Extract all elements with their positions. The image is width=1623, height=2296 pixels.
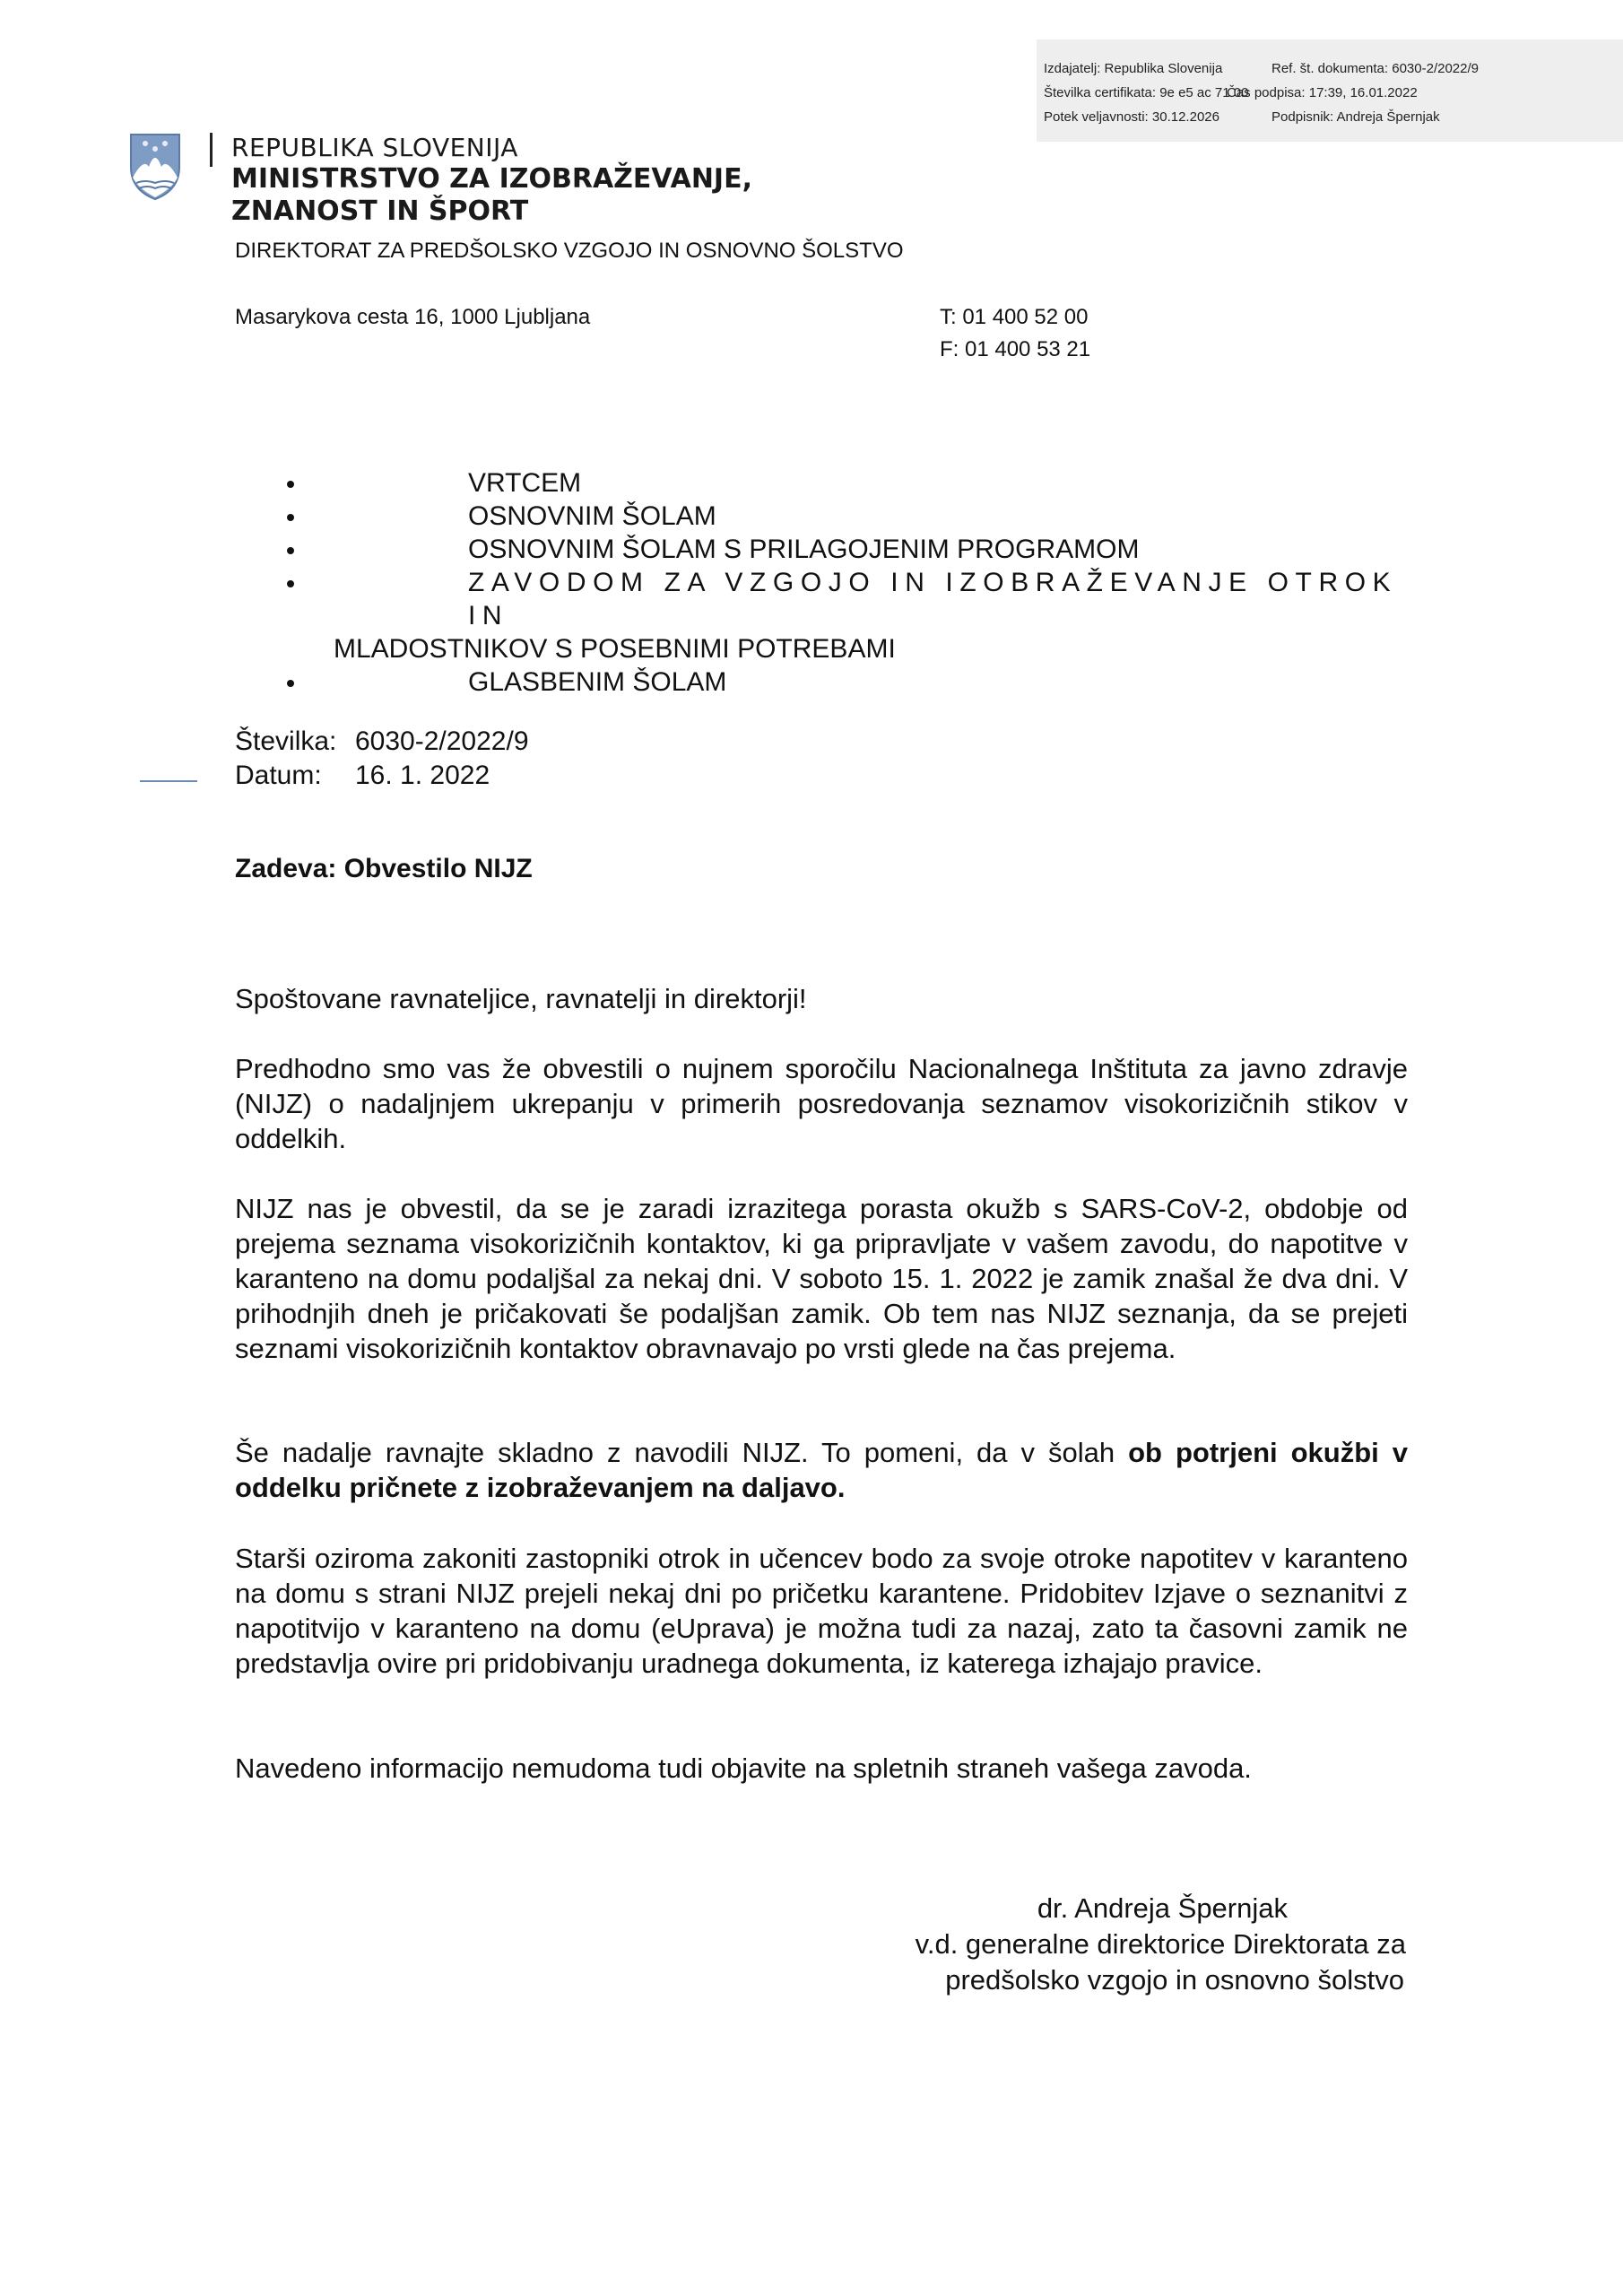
- paragraph-3: [235, 1435, 1408, 1505]
- brand-divider: [210, 133, 213, 167]
- paragraph-5-text: Navedeno informacijo nemudoma tudi objavite na spletnih straneh vašega zavoda.: [235, 1752, 1252, 1784]
- signatory-title-2: predšolsko vzgojo in osnovno šolstvo: [945, 1964, 1404, 1996]
- greeting: [235, 981, 1408, 1016]
- paragraph-3-text: [235, 1435, 1408, 1505]
- ref-text: Ref. št. dokumenta: 6030-2/2022/9: [1271, 61, 1479, 76]
- recipient-item: OSNOVNIM ŠOLAM: [278, 500, 1417, 533]
- paragraph-1: [235, 1051, 1408, 1156]
- recipient-item: OSNOVNIM ŠOLAM S PRILAGOJENIM PROGRAMOM: [278, 533, 1417, 566]
- margin-mark: [140, 780, 197, 782]
- paragraph-3-start: Še nadalje ravnajte skladno z navodili NIJZ. To pomeni, da v šolah: [235, 1437, 1129, 1468]
- signatory-title-1: v.d. generalne direktorice Direktorata za: [915, 1928, 1406, 1960]
- paragraph-4: [235, 1541, 1408, 1681]
- directorate-name: DIREKTORAT ZA PREDŠOLSKO VZGOJO IN OSNOVNO ŠOLSTVO: [235, 239, 904, 263]
- greeting-text: Spoštovane ravnateljice, ravnatelji in direktorji!: [235, 983, 807, 1014]
- sign-time-text: Čas podpisa: 17:39, 16.01.2022: [1227, 85, 1418, 100]
- paragraph-5: [235, 1751, 1408, 1786]
- brand-line-3: ZNANOST IN ŠPORT: [231, 196, 529, 227]
- paragraph-3-emphasis: ob potrjeni okužbi v oddelku pričnete z izobraževanjem na daljavo.: [235, 1437, 1408, 1503]
- paragraph-1-text: Predhodno smo vas že obvestili o nujnem sporočilu Nacionalnega Inštituta za javno zdravje (NIJZ) o nadaljnjem ukrepanju v primerih posredovanja seznamov visokorizičnih stikov v oddelkih.: [235, 1053, 1408, 1154]
- issuer-text: Izdajatelj: Republika Slovenija: [1044, 61, 1223, 76]
- subject-line: Zadeva: Obvestilo NIJZ: [235, 854, 533, 883]
- recipients-list: [278, 466, 1417, 699]
- validity-text: Potek veljavnosti: 30.12.2026: [1044, 109, 1219, 125]
- paragraph-4-text: Starši oziroma zakoniti zastopniki otrok in učencev bodo za svoje otroke napotitev v karanteno na domu s strani NIJZ prejeli nekaj dni po pričetku karantene. Pridobitev Izjave o seznanitvi z napotitvijo v karanteno na domu (eUprava) je možna tudi za nazaj, zato ta časovni zamik ne predstavlja ovire pri pridobivanju uradnega dokumenta, iz katerega izhajajo pravice.: [235, 1543, 1408, 1679]
- signer-text: Podpisnik: Andreja Špernjak: [1271, 109, 1440, 125]
- coat-of-arms-icon: [127, 131, 183, 201]
- recipient-item: VRTCEM: [278, 466, 1417, 500]
- recipient-item: GLASBENIM ŠOLAM: [278, 665, 1417, 699]
- brand-line-2: MINISTRSTVO ZA IZOBRAŽEVANJE,: [231, 163, 752, 195]
- signature-info-box: [1037, 39, 1623, 142]
- brand-line-1: REPUBLIKA SLOVENIJA: [231, 133, 518, 162]
- fax-number: F: 01 400 53 21: [940, 337, 1091, 361]
- paragraph-2: [235, 1191, 1408, 1366]
- recipient-item-continuation: MLADOSTNIKOV S POSEBNIMI POTREBAMI: [334, 634, 896, 664]
- signatory-name: dr. Andreja Špernjak: [1037, 1892, 1288, 1924]
- number-value: 6030-2/2022/9: [355, 726, 529, 756]
- address-text: Masarykova cesta 16, 1000 Ljubljana: [235, 305, 591, 329]
- number-label: Številka:: [235, 726, 337, 756]
- recipient-item: ZAVODOM ZA VZGOJO IN IZOBRAŽEVANJE OTROK IN: [278, 566, 1417, 632]
- date-value: 16. 1. 2022: [355, 761, 490, 790]
- phone-number: T: 01 400 52 00: [940, 305, 1089, 329]
- certificate-text: Številka certifikata: 9e e5 ac 71 00: [1044, 85, 1249, 100]
- paragraph-2-text: NIJZ nas je obvestil, da se je zaradi izrazitega porasta okužb s SARS-CoV-2, obdobje od prejema seznama visokorizičnih kontaktov, ki ga pripravljate v vašem zavodu, do napotitve v karanteno na domu podaljšal za nekaj dni. V soboto 15. 1. 2022 je zamik znašal že dva dni. V prihodnjih dneh je pričakovati še podaljšan zamik. Ob tem nas NIJZ seznanja, da se prejeti seznami visokorizičnih kontaktov obravnavajo po vrsti glede na čas prejema.: [235, 1193, 1408, 1364]
- date-label: Datum:: [235, 761, 322, 790]
